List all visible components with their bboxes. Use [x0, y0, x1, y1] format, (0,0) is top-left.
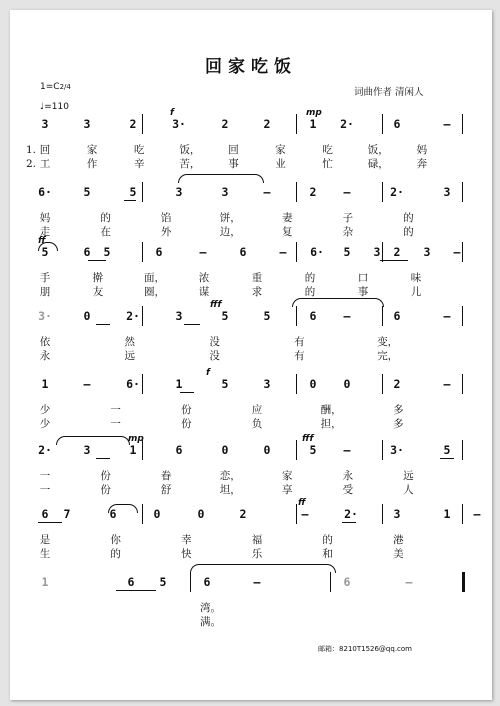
lyric-verse-2: 复 — [282, 226, 293, 238]
lyric-verse-2: 事 — [357, 286, 369, 298]
lyric-verse-1: 饼， — [219, 212, 241, 224]
lyric-verse-1: 的 — [304, 272, 316, 284]
lyric-verse-1: 眷 — [160, 470, 172, 482]
lyric-verse-1: 应 — [251, 404, 263, 416]
note: 6 — [41, 507, 49, 521]
lyric-verse-1: 福 — [251, 534, 263, 546]
note: 1 — [41, 377, 49, 391]
lyric-verse-1: 的 — [403, 212, 414, 224]
barline — [142, 306, 143, 326]
note: 5 — [159, 575, 167, 589]
lyric-verse-2: 生 — [39, 548, 51, 560]
note: 3 — [221, 185, 229, 199]
note: 5 — [221, 309, 229, 323]
dynamic-marking: fff — [302, 434, 314, 444]
verse-number: 1. — [25, 144, 37, 156]
lyric-verse-2: 外 — [160, 226, 172, 238]
note: – — [473, 507, 481, 521]
barline — [296, 242, 297, 262]
lyric-verse-1: 回 — [39, 144, 51, 156]
barline — [142, 182, 143, 202]
slur — [38, 242, 58, 251]
barline — [382, 242, 383, 262]
lyric-verse-1: 是 — [39, 534, 51, 546]
lyric-verse-2: 远 — [124, 350, 136, 362]
lyric-verse-2: 多 — [393, 418, 404, 430]
barline — [462, 242, 463, 262]
lyric-verse-2: 没 — [209, 350, 220, 362]
lyric-verse-2: 和 — [322, 548, 333, 560]
lyric-verse-2: 杂 — [342, 226, 354, 238]
note: – — [199, 245, 207, 259]
note: – — [253, 575, 261, 589]
lyric-verse-2: 碌， — [367, 158, 389, 170]
lyric-verse-1: 湾。 — [200, 602, 221, 614]
note: 7 — [63, 507, 71, 521]
dynamic-marking: f — [206, 368, 210, 378]
note: 3 — [263, 377, 271, 391]
lyric-verse-2: 友 — [92, 286, 104, 298]
note: 5 — [343, 245, 351, 259]
note: 5 — [263, 309, 271, 323]
lyric-verse-2: 美 — [393, 548, 404, 560]
note: 2 — [263, 117, 271, 131]
lyric-verse-1: 你 — [110, 534, 121, 546]
lyric-verse-1: 擀 — [92, 272, 104, 284]
note: – — [405, 575, 413, 589]
slur — [56, 436, 130, 445]
note: 0 — [309, 377, 317, 391]
lyric-verse-1: 妻 — [282, 212, 293, 224]
note: – — [343, 309, 351, 323]
barline — [382, 114, 383, 134]
note: 2· — [344, 507, 358, 521]
note: – — [83, 377, 91, 391]
lyric-verse-1: 变， — [377, 336, 399, 348]
lyric-verse-1: 永 — [342, 470, 354, 482]
note: 0 — [263, 443, 271, 457]
lyric-verse-2: 满。 — [200, 616, 221, 628]
note: 6 — [155, 245, 163, 259]
lyric-verse-2: 有 — [294, 350, 305, 362]
note: – — [443, 117, 451, 131]
lyric-verse-2: 辛 — [133, 158, 145, 170]
dynamic-marking: fff — [210, 300, 222, 310]
lyric-verse-2: 朋 — [39, 286, 51, 298]
lyric-verse-1: 份 — [100, 470, 111, 482]
barline — [142, 504, 143, 524]
barline — [296, 182, 297, 202]
note: 2· — [340, 117, 354, 131]
lyric-verse-1: 回 — [228, 144, 239, 156]
barline — [462, 114, 463, 134]
underline-beam — [440, 458, 454, 459]
barline — [462, 182, 463, 202]
lyric-verse-2: 人 — [403, 484, 414, 496]
note: – — [453, 245, 461, 259]
dynamic-marking: ff — [38, 236, 46, 246]
lyric-verse-2: 业 — [275, 158, 286, 170]
credit-line: 词曲作者 清闲人 — [354, 87, 424, 98]
lyric-verse-1: 依 — [39, 336, 51, 348]
note: 2· — [38, 443, 52, 457]
note: 6 — [239, 245, 247, 259]
lyric-verse-1: 饭， — [179, 144, 201, 156]
key-signature: 1=C2/4 — [40, 82, 71, 92]
lyric-verse-1: 少 — [39, 404, 51, 416]
lyric-verse-2: 少 — [39, 418, 51, 430]
note: – — [343, 443, 351, 457]
barline — [382, 182, 383, 202]
note: 3 — [41, 117, 49, 131]
note: 6 — [393, 117, 401, 131]
note: 6 — [83, 245, 91, 259]
lyric-verse-1: 吃 — [133, 144, 145, 156]
dynamic-marking: f — [170, 108, 174, 118]
note: 3 — [443, 185, 451, 199]
barline — [142, 114, 143, 134]
lyric-verse-1: 没 — [209, 336, 220, 348]
lyric-verse-2: 舒 — [160, 484, 172, 496]
note: 5 — [443, 443, 451, 457]
lyric-verse-1: 有 — [294, 336, 305, 348]
barline — [330, 572, 331, 592]
note: – — [343, 185, 351, 199]
lyric-verse-1: 的 — [100, 212, 111, 224]
lyric-verse-1: 然 — [124, 336, 136, 348]
note: 2 — [309, 185, 317, 199]
note: – — [443, 377, 451, 391]
note: 1 — [129, 443, 137, 457]
dynamic-marking: mp — [128, 434, 144, 444]
note: 6 — [309, 309, 317, 323]
underline-beam — [342, 522, 356, 523]
barline — [382, 306, 383, 326]
lyric-verse-2: 份 — [100, 484, 111, 496]
note: 2 — [129, 117, 137, 131]
note: 6 — [109, 507, 117, 521]
slur — [108, 504, 138, 513]
note: 0 — [343, 377, 351, 391]
lyric-verse-1: 家 — [275, 144, 286, 156]
lyric-verse-2: 圈， — [144, 286, 165, 298]
note: 6 — [175, 443, 183, 457]
lyric-verse-2: 作 — [86, 158, 98, 170]
barline — [296, 306, 297, 326]
lyric-verse-2: 永 — [39, 350, 51, 362]
score-sheet — [10, 10, 492, 700]
note: 6 — [343, 575, 351, 589]
note: 1 — [309, 117, 317, 131]
lyric-verse-1: 港 — [393, 534, 404, 546]
barline — [382, 374, 383, 394]
note: – — [279, 245, 287, 259]
lyric-verse-2: 的 — [304, 286, 316, 298]
note: 2 — [239, 507, 247, 521]
lyric-verse-2: 的 — [403, 226, 414, 238]
lyric-verse-1: 远 — [403, 470, 414, 482]
lyric-verse-2: 走 — [39, 226, 51, 238]
note: 5 — [129, 185, 137, 199]
note: 5 — [41, 245, 49, 259]
lyric-verse-1: 家 — [86, 144, 98, 156]
note: 3 — [83, 117, 91, 131]
lyric-verse-1: 恋， — [219, 470, 241, 482]
lyric-verse-2: 儿 — [410, 286, 422, 298]
note: 6 — [127, 575, 135, 589]
lyric-verse-1: 子 — [342, 212, 354, 224]
note: 1 — [175, 377, 183, 391]
note: – — [443, 309, 451, 323]
lyric-verse-2: 求 — [251, 286, 263, 298]
note: 0 — [197, 507, 205, 521]
barline — [462, 440, 463, 460]
lyric-verse-1: 份 — [181, 404, 192, 416]
note: 2 — [393, 377, 401, 391]
underline-beam — [38, 522, 62, 523]
footer-email: 邮箱：8210T1526@qq.com — [318, 645, 412, 653]
lyric-verse-2: 奔 — [416, 158, 428, 170]
note: 6· — [126, 377, 140, 391]
barline — [190, 572, 191, 592]
note: 3 — [373, 245, 381, 259]
lyric-verse-1: 重 — [251, 272, 263, 284]
note: 6· — [310, 245, 324, 259]
note: 3 — [83, 443, 91, 457]
note: 1 — [41, 575, 49, 589]
slur — [178, 174, 264, 183]
lyric-verse-2: 一 — [39, 484, 51, 496]
note: 0 — [221, 443, 229, 457]
lyric-verse-1: 妈 — [39, 212, 51, 224]
barline — [462, 306, 463, 326]
dynamic-marking: ff — [298, 498, 306, 508]
underline-beam — [180, 392, 194, 393]
note: 6· — [38, 185, 52, 199]
note: – — [301, 507, 309, 521]
lyric-verse-1: 酬， — [320, 404, 342, 416]
barline — [142, 242, 143, 262]
note: 3 — [175, 185, 183, 199]
barline — [382, 504, 383, 524]
lyric-verse-1: 馅 — [160, 212, 172, 224]
note: 2 — [393, 245, 401, 259]
lyric-verse-2: 一 — [110, 418, 121, 430]
note: 0 — [83, 309, 91, 323]
barline — [296, 504, 297, 524]
dynamic-marking: mp — [306, 108, 322, 118]
lyric-verse-1: 口 — [357, 272, 369, 284]
lyric-verse-2: 在 — [100, 226, 111, 238]
note: 3 — [175, 309, 183, 323]
underline-beam — [96, 458, 110, 459]
barline — [462, 374, 463, 394]
lyric-verse-2: 边， — [219, 226, 241, 238]
lyric-verse-2: 谋 — [198, 286, 210, 298]
lyric-verse-1: 幸 — [181, 534, 192, 546]
note: 3 — [423, 245, 431, 259]
note: 1 — [443, 507, 451, 521]
tempo-marking: ♩=110 — [40, 102, 69, 112]
lyric-verse-2: 份 — [181, 418, 192, 430]
underline-beam — [96, 324, 110, 325]
lyric-verse-2: 负 — [251, 418, 263, 430]
lyric-verse-2: 苦， — [179, 158, 201, 170]
note: 3· — [172, 117, 186, 131]
barline — [296, 440, 297, 460]
underline-beam — [124, 200, 136, 201]
underline-beam — [184, 324, 200, 325]
lyric-verse-1: 家 — [282, 470, 293, 482]
lyric-verse-1: 面， — [144, 272, 165, 284]
note: 5 — [83, 185, 91, 199]
lyric-verse-2: 忙 — [322, 158, 333, 170]
song-title: 回家吃饭 — [205, 57, 297, 77]
underline-beam — [116, 590, 156, 591]
lyric-verse-2: 快 — [181, 548, 192, 560]
note: 5 — [221, 377, 229, 391]
lyric-verse-2: 坦， — [219, 484, 241, 496]
slur — [190, 564, 336, 573]
lyric-verse-1: 饭， — [367, 144, 389, 156]
barline — [462, 504, 463, 524]
lyric-verse-2: 事 — [228, 158, 239, 170]
lyric-verse-1: 一 — [110, 404, 121, 416]
note: 5 — [103, 245, 111, 259]
lyric-verse-2: 的 — [110, 548, 121, 560]
lyric-verse-1: 多 — [393, 404, 404, 416]
note: 6 — [203, 575, 211, 589]
note: 6 — [393, 309, 401, 323]
barline — [296, 374, 297, 394]
verse-number: 2. — [25, 158, 37, 170]
lyric-verse-1: 妈 — [416, 144, 428, 156]
lyric-verse-1: 一 — [39, 470, 51, 482]
barline — [296, 114, 297, 134]
lyric-verse-2: 完， — [377, 350, 399, 362]
note: 2· — [126, 309, 140, 323]
note: 3· — [390, 443, 404, 457]
underline-beam — [88, 260, 106, 261]
lyric-verse-2: 担， — [320, 418, 342, 430]
lyric-verse-1: 浓 — [198, 272, 210, 284]
lyric-verse-2: 受 — [342, 484, 354, 496]
time-signature: 2/4 — [59, 83, 71, 91]
note: 3· — [38, 309, 52, 323]
note: 3 — [393, 507, 401, 521]
lyric-verse-2: 乐 — [251, 548, 263, 560]
note: 0 — [153, 507, 161, 521]
underline-beam — [380, 260, 408, 261]
lyric-verse-1: 吃 — [322, 144, 333, 156]
note: 2 — [221, 117, 229, 131]
lyric-verse-2: 工 — [39, 158, 51, 170]
note: – — [263, 185, 271, 199]
lyric-verse-1: 的 — [322, 534, 333, 546]
lyric-verse-2: 享 — [282, 484, 293, 496]
barline — [382, 440, 383, 460]
barline — [142, 374, 143, 394]
slur — [292, 298, 384, 307]
final-barline — [462, 572, 465, 592]
note: 5 — [309, 443, 317, 457]
lyric-verse-1: 手 — [39, 272, 51, 284]
note: 2· — [390, 185, 404, 199]
lyric-verse-1: 味 — [410, 272, 422, 284]
